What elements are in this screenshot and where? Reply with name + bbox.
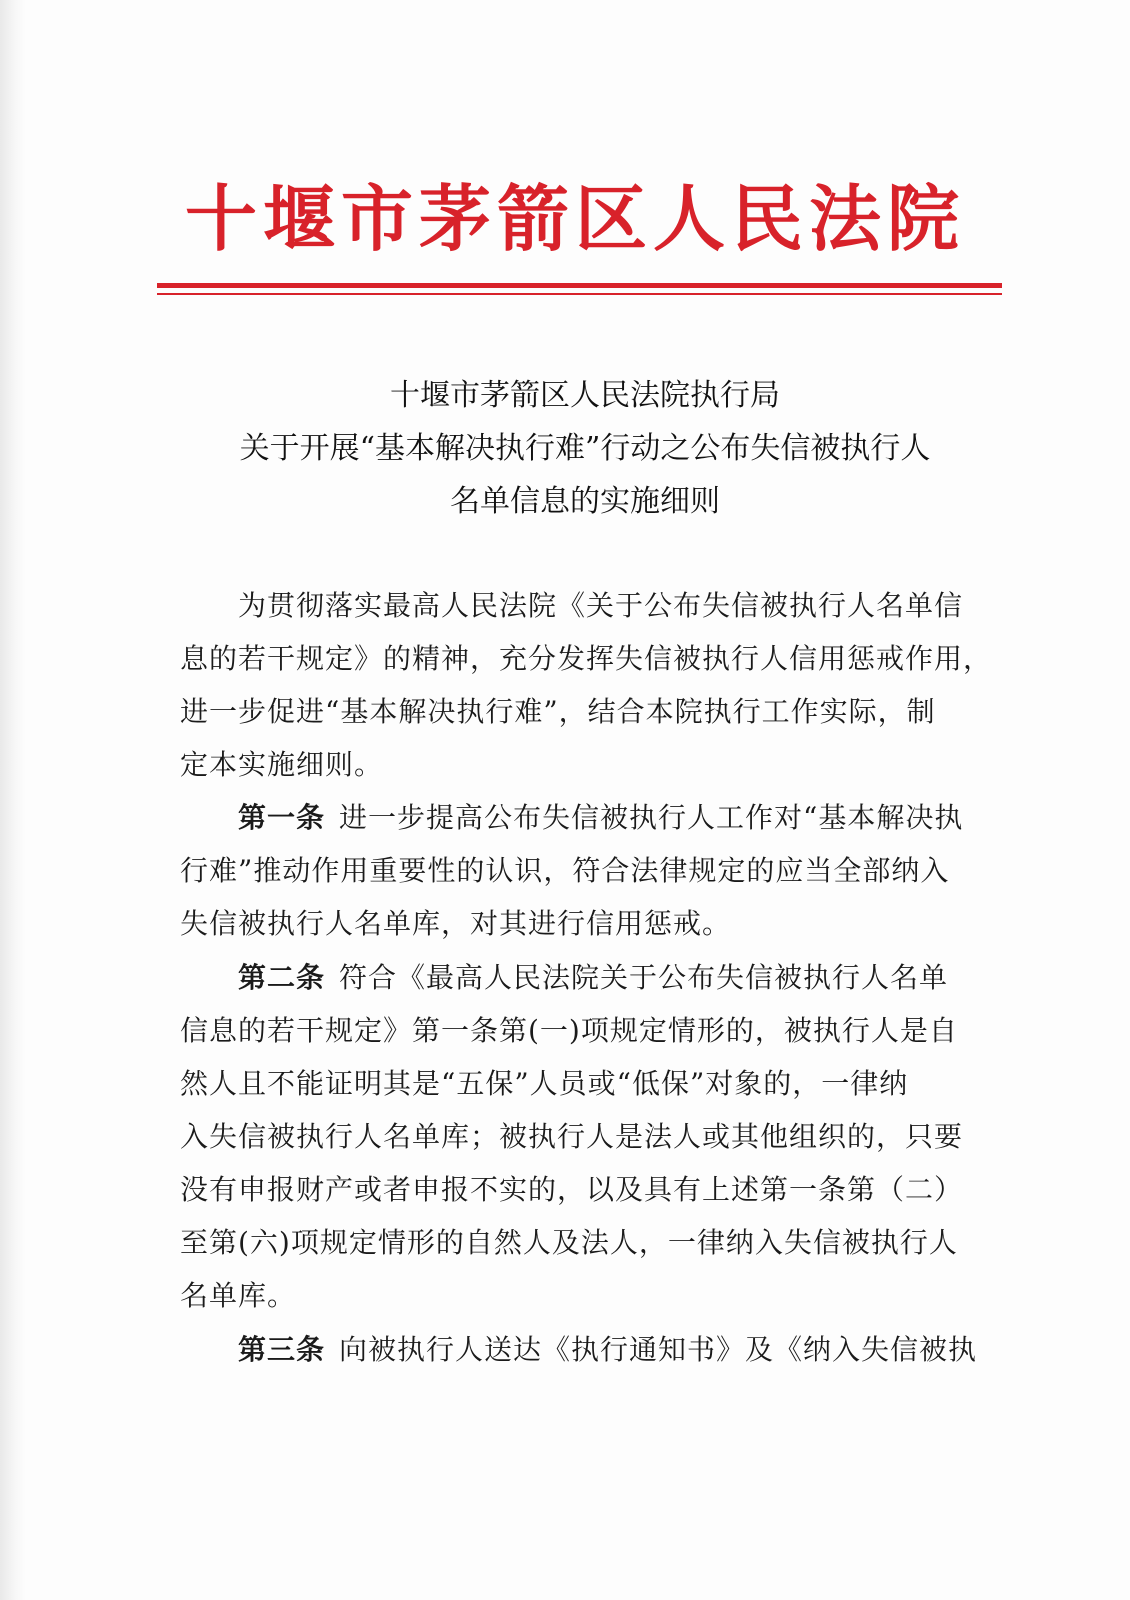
preamble-line-3: 进一步促进“基本解决执行难”，结合本院执行工作实际，制 xyxy=(180,695,936,728)
article-2-label: 第二条 xyxy=(238,961,326,994)
article-2-text-1: 符合《最高人民法院关于公布失信被执行人名单 xyxy=(339,961,949,994)
article-1-line-2: 行难”推动作用重要性的认识，符合法律规定的应当全部纳入 xyxy=(180,854,950,887)
preamble-line-2: 息的若干规定》的精神，充分发挥失信被执行人信用惩戒作用， xyxy=(180,642,993,675)
article-2-line-2: 信息的若干规定》第一条第(一)项规定情形的，被执行人是自 xyxy=(180,1014,958,1047)
article-2-line-7: 名单库。 xyxy=(180,1279,297,1312)
document-title-line-2: 关于开展“基本解决执行难”行动之公布失信被执行人 xyxy=(239,431,931,466)
article-1-line-3: 失信被执行人名单库，对其进行信用惩戒。 xyxy=(180,907,732,940)
article-2-line-1 xyxy=(238,960,948,996)
article-3-label: 第三条 xyxy=(238,1333,326,1366)
preamble-line-1: 为贯彻落实最高人民法院《关于公布失信被执行人名单信 xyxy=(238,589,964,622)
article-1-line-1 xyxy=(238,800,963,836)
article-2-line-6: 至第(六)项规定情形的自然人及法人，一律纳入失信被执行人 xyxy=(180,1226,958,1259)
article-2-line-4: 入失信被执行人名单库；被执行人是法人或其他组织的，只要 xyxy=(180,1120,964,1153)
document-title-line-1: 十堰市茅箭区人民法院执行局 xyxy=(390,378,780,413)
scan-edge-shadow xyxy=(0,0,26,1600)
article-3-line-1 xyxy=(238,1332,977,1368)
letterhead-rule-thin xyxy=(157,293,1002,295)
article-2-line-5: 没有申报财产或者申报不实的，以及具有上述第一条第（二） xyxy=(180,1173,964,1206)
article-1-text-1: 进一步提高公布失信被执行人工作对“基本解决执 xyxy=(339,801,964,834)
letterhead-court-name: 十堰市茅箭区人民法院 xyxy=(184,177,965,261)
letterhead-rule-thick xyxy=(157,283,1002,288)
article-1-label: 第一条 xyxy=(238,801,326,834)
article-3-text-1: 向被执行人送达《执行通知书》及《纳入失信被执 xyxy=(339,1333,978,1366)
preamble-line-4: 定本实施细则。 xyxy=(180,748,384,781)
article-2-line-3: 然人且不能证明其是“五保”人员或“低保”对象的，一律纳 xyxy=(180,1067,909,1100)
document-title-line-3: 名单信息的实施细则 xyxy=(450,484,720,519)
